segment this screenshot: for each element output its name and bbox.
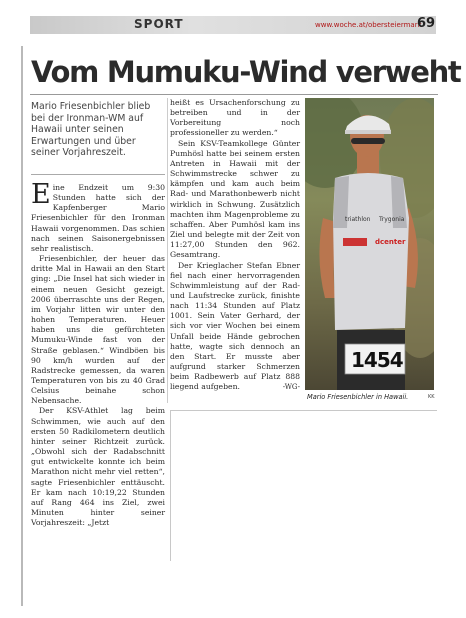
- paragraph: Sein KSV-Teamkollege Günter Pumhösl hatte bei seinem ersten Antreten in Hawaii mit der Schwimmstrecke schwer zu kämpfen und kam auch beim Rad- und Marathonbewerb nicht wirklich in Schwung. Zusätzlich machten ihm Magenprobleme zu schaffen. Aber Pumhösl kam ins Ziel und belegte mit der Zeit von 11:27,00 Stunden den 962. Gesamtrang.: [170, 138, 300, 260]
- drop-cap: E: [31, 179, 51, 210]
- page-number: 69: [417, 16, 436, 31]
- jersey-sponsor-2: dcenter: [375, 238, 406, 246]
- column-divider: [167, 98, 168, 403]
- athlete-photo: [305, 98, 434, 390]
- empty-ad-space: [170, 410, 437, 561]
- jersey-sponsor-3: Trygonia: [379, 216, 405, 223]
- author-signoff: -WG-: [282, 383, 300, 392]
- paragraph: Der Krieglacher Stefan Ebner fiel nach einer hervorragenden Schwimmleistung auf der Rad- und Laufstrecke zurück, finishte nach 11:34 Stunden auf Platz 1001. Sein Vater Gerhard, der sich vor vier Wochen bei einem Unfall beide Hände gebrochen hatte, wagte sich dennoch an den Start. Er musste aber aufgrund starker Schmerzen beim Radbewerb auf Platz 888 liegend aufgeben. -WG-: [170, 260, 300, 392]
- paragraph: Der KSV-Athlet lag beim Schwimmen, wie auch auf den ersten 50 Radkilometern deutlich hinter seiner Richtzeit zurück. „Obwohl sich der Radabschnitt gut entwickelte konnte ich beim Marathon nicht mehr viel retten“, sagte Friesenbichler enttäuscht. Er kam nach 10:19,22 Stunden auf Rang 464 ins Ziel, zwei Minuten hinter seiner Vorjahreszeit: „Jetzt: [31, 406, 165, 528]
- photo-credit: KK: [428, 394, 435, 400]
- athlete-photo-illustration: [305, 98, 434, 390]
- page-edge-rule: [21, 46, 23, 606]
- article-subhead: Mario Friesenbichler blieb bei der Ironman-WM auf Hawaii unter seinen Erwartungen und über seiner Vorjahreszeit.: [31, 101, 151, 159]
- article-column-1: [31, 179, 165, 528]
- article-column-2: [170, 98, 300, 393]
- subhead-divider: [31, 174, 165, 175]
- article-headline: Vom Mumuku-Wind verweht: [31, 55, 461, 89]
- headline-divider: [30, 94, 438, 95]
- paragraph: Eine Endzeit um 9:30 Stunden hatte sich der Kapfenberger Mario Friesenbichler für den Ironman Hawaii vorgenommen. Das schien nach seinen Saisonergebnissen sehr realistisch.: [31, 179, 165, 253]
- photo-caption: Mario Friesenbichler in Hawaii.: [307, 393, 409, 401]
- section-label: SPORT: [134, 17, 184, 31]
- header-url[interactable]: www.woche.at/obersteiermark: [315, 21, 422, 29]
- paragraph: heißt es Ursachenforschung zu betreiben und in der Vorbereitung noch professioneller zu werden.“: [170, 98, 300, 138]
- jersey-sponsor-1: triathlon: [345, 216, 371, 223]
- paragraph: Friesenbichler, der heuer das dritte Mal in Hawaii an den Start ging: „Die Insel hat sich wieder in einem neuen Gesicht gezeigt. 2006 überraschte uns der Regen, im Vorjahr litten wir unter den hohen Temperaturen. Heuer haben uns die gefürchteten Mumuku-Winde fast von der Straße geblasen.“ Windböen bis 90 km/h wurden auf der Radstrecke gemessen, da waren Temperaturen von bis zu 40 Grad Celsius beinahe schon Nebensache.: [31, 254, 165, 406]
- race-bib-number: 1454: [351, 348, 403, 372]
